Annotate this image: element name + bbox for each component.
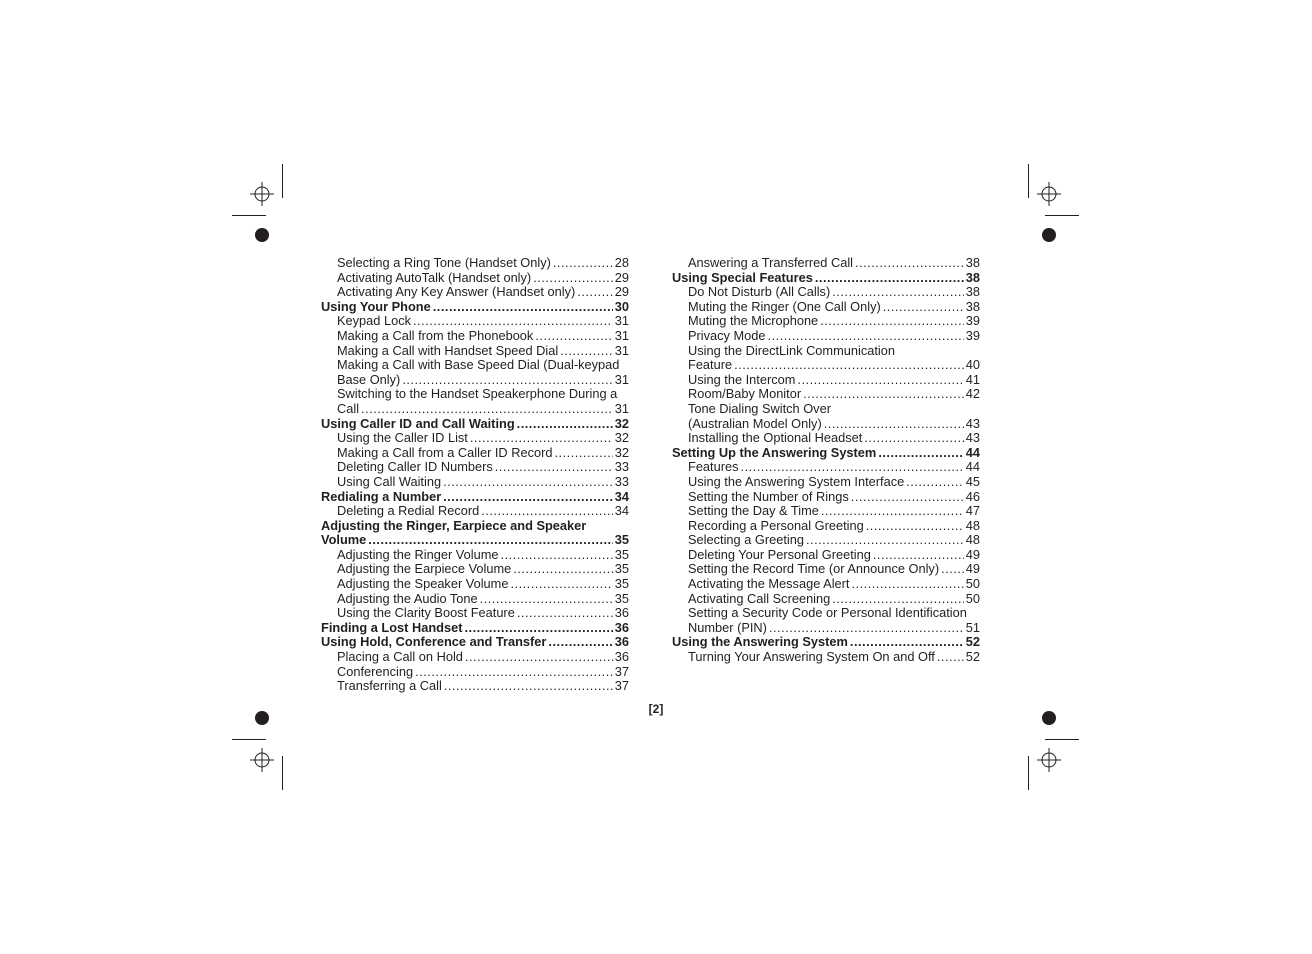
dot-leader: [444, 679, 613, 694]
registration-mark-icon: [1037, 748, 1061, 772]
registration-dot-icon: [255, 228, 269, 242]
toc-entry: [672, 519, 980, 534]
toc-entry-title: Deleting Caller ID Numbers: [337, 459, 493, 475]
toc-entry: [321, 592, 629, 607]
toc-entry-page: 38: [965, 298, 980, 314]
dot-leader: [533, 271, 613, 286]
toc-entry: [321, 256, 629, 271]
dot-leader: [443, 490, 613, 505]
toc-entry: [672, 402, 980, 431]
toc-entry-title-continued: Number (PIN): [688, 619, 767, 635]
toc-entry-title: Setting the Day & Time: [688, 503, 819, 519]
toc-entry: [321, 271, 629, 286]
crop-line: [232, 739, 266, 740]
dot-leader: [815, 271, 964, 286]
toc-entry: [321, 504, 629, 519]
toc-entry-page: 47: [965, 503, 980, 519]
toc-entry-page: 36: [614, 619, 629, 635]
toc-entry-page: 44: [965, 444, 980, 460]
toc-entry: [672, 373, 980, 388]
toc-entry: [672, 314, 980, 329]
toc-entry: [672, 533, 980, 548]
toc-entry-page: 32: [614, 430, 629, 446]
dot-leader: [873, 548, 964, 563]
toc-entry-page: 29: [614, 284, 629, 300]
crop-line: [282, 756, 283, 790]
toc-entry-title: Setting the Record Time (or Announce Only): [688, 561, 940, 577]
toc-entry-page: 48: [965, 532, 980, 548]
toc-entry-page: 32: [614, 415, 629, 431]
toc-entry-page: 45: [965, 473, 980, 489]
dot-leader: [553, 256, 613, 271]
toc-entry-title: Activating AutoTalk (Handset only): [337, 269, 532, 285]
dot-leader: [769, 621, 964, 636]
dot-leader: [513, 562, 612, 577]
toc-entry: [321, 562, 629, 577]
toc-entry-title: Keypad Lock: [337, 313, 411, 329]
toc-entry-page: 29: [614, 269, 629, 285]
toc-entry-title: Using Special Features: [672, 269, 813, 285]
dot-leader: [832, 592, 964, 607]
toc-entry-page: 51: [965, 619, 980, 635]
toc-entry-title: Deleting a Redial Record: [337, 503, 480, 519]
toc-entry: [672, 300, 980, 315]
toc-entry: [321, 665, 629, 680]
toc-entry-page: 50: [965, 576, 980, 592]
toc-entry-title: Using Call Waiting: [337, 473, 442, 489]
toc-entry-title: Using the DirectLink Communication: [688, 342, 895, 358]
dot-leader: [855, 256, 964, 271]
toc-entry-page: 33: [614, 473, 629, 489]
toc-entry: [672, 256, 980, 271]
toc-entry-page: 28: [614, 255, 629, 270]
toc-entry: [321, 606, 629, 621]
dot-leader: [500, 548, 612, 563]
toc-entry-page: 39: [965, 327, 980, 343]
toc-entry-title: Room/Baby Monitor: [688, 386, 802, 402]
dot-leader: [361, 402, 613, 417]
dot-leader: [517, 606, 613, 621]
dot-leader: [820, 314, 964, 329]
dot-leader: [821, 504, 964, 519]
toc-entry: [321, 329, 629, 344]
toc-entry-title: Tone Dialing Switch Over: [688, 400, 831, 416]
dot-leader: [560, 344, 613, 359]
toc-entry-title-continued: Volume: [321, 532, 367, 548]
toc-entry-page: 48: [965, 517, 980, 533]
toc-entry: [321, 344, 629, 359]
toc-entry-title: Using the Answering System: [672, 634, 848, 650]
toc-entry-title: Adjusting the Audio Tone: [337, 590, 478, 606]
toc-entry: [672, 548, 980, 563]
toc-entry-page: 36: [614, 649, 629, 665]
toc-entry-page: 42: [965, 386, 980, 402]
dot-leader: [465, 650, 613, 665]
crop-line: [232, 215, 266, 216]
toc-entry-title: Turning Your Answering System On and Off: [688, 649, 935, 665]
toc-entry-page: 35: [614, 590, 629, 606]
toc-entry: [321, 519, 629, 548]
toc-entry-page: 46: [965, 488, 980, 504]
toc-entry: [321, 621, 629, 636]
toc-entry-title: Recording a Personal Greeting: [688, 517, 864, 533]
toc-entry-page: 33: [614, 459, 629, 475]
toc-entry-page: 31: [614, 400, 629, 416]
toc-entry-title: Installing the Optional Headset: [688, 430, 863, 446]
toc-entry-page: 41: [965, 371, 980, 387]
toc-entry-title-continued: (Australian Model Only): [688, 415, 822, 431]
toc-entry: [321, 431, 629, 446]
toc-entry: [321, 650, 629, 665]
toc-entry-page: 50: [965, 590, 980, 606]
toc-entry: [672, 460, 980, 475]
toc-entry-title: Do Not Disturb (All Calls): [688, 284, 831, 300]
dot-leader: [495, 460, 613, 475]
toc-entry-title: Using the Intercom: [688, 371, 796, 387]
toc-entry-page: 32: [614, 444, 629, 460]
toc-entry: [672, 446, 980, 461]
crop-line: [1045, 739, 1079, 740]
toc-entry-page: 43: [965, 415, 980, 431]
toc-entry-page: 34: [614, 488, 629, 504]
toc-entry-page: 38: [965, 255, 980, 270]
toc-entry-page: 39: [965, 313, 980, 329]
toc-entry-title: Adjusting the Earpiece Volume: [337, 561, 512, 577]
toc-entry-title: Making a Call with Base Speed Dial (Dual-keypad: [337, 357, 620, 373]
dot-leader: [470, 431, 613, 446]
dot-leader: [832, 285, 964, 300]
registration-dot-icon: [1042, 228, 1056, 242]
toc-entry-page: 52: [965, 634, 980, 650]
toc-entry-page: 31: [614, 342, 629, 358]
toc-entry-page: 40: [965, 357, 980, 373]
toc-entry: [672, 387, 980, 402]
toc-entry-title-continued: Call: [337, 400, 360, 416]
toc-entry-title-continued: Feature: [688, 357, 733, 373]
toc-entry-title: Answering a Transferred Call: [688, 255, 854, 270]
dot-leader: [415, 665, 613, 680]
toc-right-column: [672, 256, 980, 665]
crop-line: [1045, 215, 1079, 216]
toc-entry: [321, 300, 629, 315]
toc-entry: [672, 271, 980, 286]
toc-entry: [321, 490, 629, 505]
dot-leader: [480, 592, 613, 607]
toc-entry-page: 35: [614, 532, 629, 548]
toc-entry: [672, 490, 980, 505]
toc-entry: [321, 417, 629, 432]
toc-entry: [321, 548, 629, 563]
toc-entry-title: Making a Call from a Caller ID Record: [337, 444, 553, 460]
dot-leader: [803, 387, 964, 402]
toc-entry-title: Features: [688, 459, 739, 475]
toc-entry-page: 38: [965, 269, 980, 285]
dot-leader: [937, 650, 964, 665]
dot-leader: [517, 417, 613, 432]
dot-leader: [941, 562, 964, 577]
toc-entry-title: Deleting Your Personal Greeting: [688, 546, 871, 562]
dot-leader: [906, 475, 964, 490]
registration-mark-icon: [1037, 182, 1061, 206]
dot-leader: [577, 285, 612, 300]
crop-line: [1028, 756, 1029, 790]
crop-line: [282, 164, 283, 198]
dot-leader: [883, 300, 964, 315]
toc-entry-page: 35: [614, 546, 629, 562]
dot-leader: [443, 475, 613, 490]
toc-entry-title: Adjusting the Speaker Volume: [337, 576, 509, 592]
toc-entry-title: Selecting a Ring Tone (Handset Only): [337, 255, 551, 270]
toc-entry: [672, 475, 980, 490]
toc-entry-title: Making a Call from the Phonebook: [337, 327, 534, 343]
toc-entry-page: 43: [965, 430, 980, 446]
toc-entry-title: Using the Clarity Boost Feature: [337, 605, 515, 621]
toc-entry-title: Using the Caller ID List: [337, 430, 468, 446]
toc-entry-title: Using Your Phone: [321, 298, 431, 314]
page-number: [2]: [648, 702, 664, 716]
toc-left-column: [321, 256, 629, 694]
dot-leader: [368, 533, 612, 548]
toc-entry-title: Using Hold, Conference and Transfer: [321, 634, 547, 650]
toc-entry: [321, 577, 629, 592]
toc-entry-page: 31: [614, 371, 629, 387]
toc-entry-title: Muting the Ringer (One Call Only): [688, 298, 881, 314]
dot-leader: [850, 635, 964, 650]
toc-entry-page: 49: [965, 561, 980, 577]
dot-leader: [413, 314, 613, 329]
dot-leader: [851, 490, 964, 505]
toc-entry-page: 37: [614, 663, 629, 679]
toc-entry-title: Placing a Call on Hold: [337, 649, 463, 665]
toc-entry-title: Setting Up the Answering System: [672, 444, 877, 460]
toc-entry: [672, 577, 980, 592]
toc-entry-title: Setting a Security Code or Personal Identification: [688, 605, 967, 621]
toc-entry: [321, 679, 629, 694]
toc-entry: [672, 344, 980, 373]
toc-entry: [672, 635, 980, 650]
registration-mark-icon: [250, 748, 274, 772]
toc-entry: [672, 562, 980, 577]
toc-entry-title: Privacy Mode: [688, 327, 766, 343]
toc-entry: [672, 329, 980, 344]
toc-entry: [672, 606, 980, 635]
toc-entry-page: 52: [965, 649, 980, 665]
toc-entry: [321, 358, 629, 387]
toc-entry-title: Using Caller ID and Call Waiting: [321, 415, 515, 431]
crop-line: [1028, 164, 1029, 198]
toc-entry: [321, 475, 629, 490]
toc-entry-title-continued: Base Only): [337, 371, 401, 387]
dot-leader: [824, 417, 964, 432]
toc-entry-title: Redialing a Number: [321, 488, 442, 504]
toc-entry: [321, 314, 629, 329]
toc-entry-title: Adjusting the Ringer Volume: [337, 546, 499, 562]
toc-entry: [672, 285, 980, 300]
dot-leader: [555, 446, 613, 461]
toc-entry-page: 34: [614, 503, 629, 519]
toc-entry-page: 30: [614, 298, 629, 314]
dot-leader: [464, 621, 612, 636]
toc-entry-page: 44: [965, 459, 980, 475]
toc-entry: [321, 635, 629, 650]
toc-entry: [672, 592, 980, 607]
toc-entry-page: 31: [614, 313, 629, 329]
toc-entry-title: Making a Call with Handset Speed Dial: [337, 342, 559, 358]
dot-leader: [768, 329, 964, 344]
toc-entry-title: Selecting a Greeting: [688, 532, 804, 548]
dot-leader: [535, 329, 612, 344]
dot-leader: [866, 519, 964, 534]
toc-entry: [321, 460, 629, 475]
toc-entry-title: Muting the Microphone: [688, 313, 819, 329]
toc-entry-page: 35: [614, 561, 629, 577]
dot-leader: [864, 431, 963, 446]
toc-entry-title: Transferring a Call: [337, 678, 442, 694]
dot-leader: [510, 577, 612, 592]
toc-entry: [321, 446, 629, 461]
toc-entry-title: Finding a Lost Handset: [321, 619, 463, 635]
dot-leader: [797, 373, 963, 388]
toc-entry-title: Activating Any Key Answer (Handset only): [337, 284, 576, 300]
toc-entry: [672, 431, 980, 446]
toc-entry-title: Activating the Message Alert: [688, 576, 850, 592]
toc-entry-page: 36: [614, 634, 629, 650]
toc-entry-page: 31: [614, 327, 629, 343]
toc-entry: [321, 387, 629, 416]
toc-entry-page: 37: [614, 678, 629, 694]
dot-leader: [851, 577, 963, 592]
dot-leader: [734, 358, 964, 373]
toc-entry: [672, 650, 980, 665]
registration-mark-icon: [250, 182, 274, 206]
dot-leader: [806, 533, 964, 548]
toc-entry-title: Setting the Number of Rings: [688, 488, 849, 504]
dot-leader: [741, 460, 964, 475]
dot-leader: [481, 504, 613, 519]
dot-leader: [548, 635, 612, 650]
dot-leader: [878, 446, 963, 461]
toc-entry-page: 36: [614, 605, 629, 621]
toc-entry-title: Switching to the Handset Speakerphone During a: [337, 386, 618, 402]
toc-entry: [672, 504, 980, 519]
toc-entry-title: Activating Call Screening: [688, 590, 831, 606]
toc-entry-page: 49: [965, 546, 980, 562]
dot-leader: [433, 300, 613, 315]
dot-leader: [402, 373, 612, 388]
toc-entry-title: Conferencing: [337, 663, 414, 679]
toc-entry-page: 35: [614, 576, 629, 592]
toc-entry-title: Adjusting the Ringer, Earpiece and Speaker: [321, 517, 587, 533]
toc-entry: [321, 285, 629, 300]
toc-entry-page: 38: [965, 284, 980, 300]
toc-entry-title: Using the Answering System Interface: [688, 473, 905, 489]
